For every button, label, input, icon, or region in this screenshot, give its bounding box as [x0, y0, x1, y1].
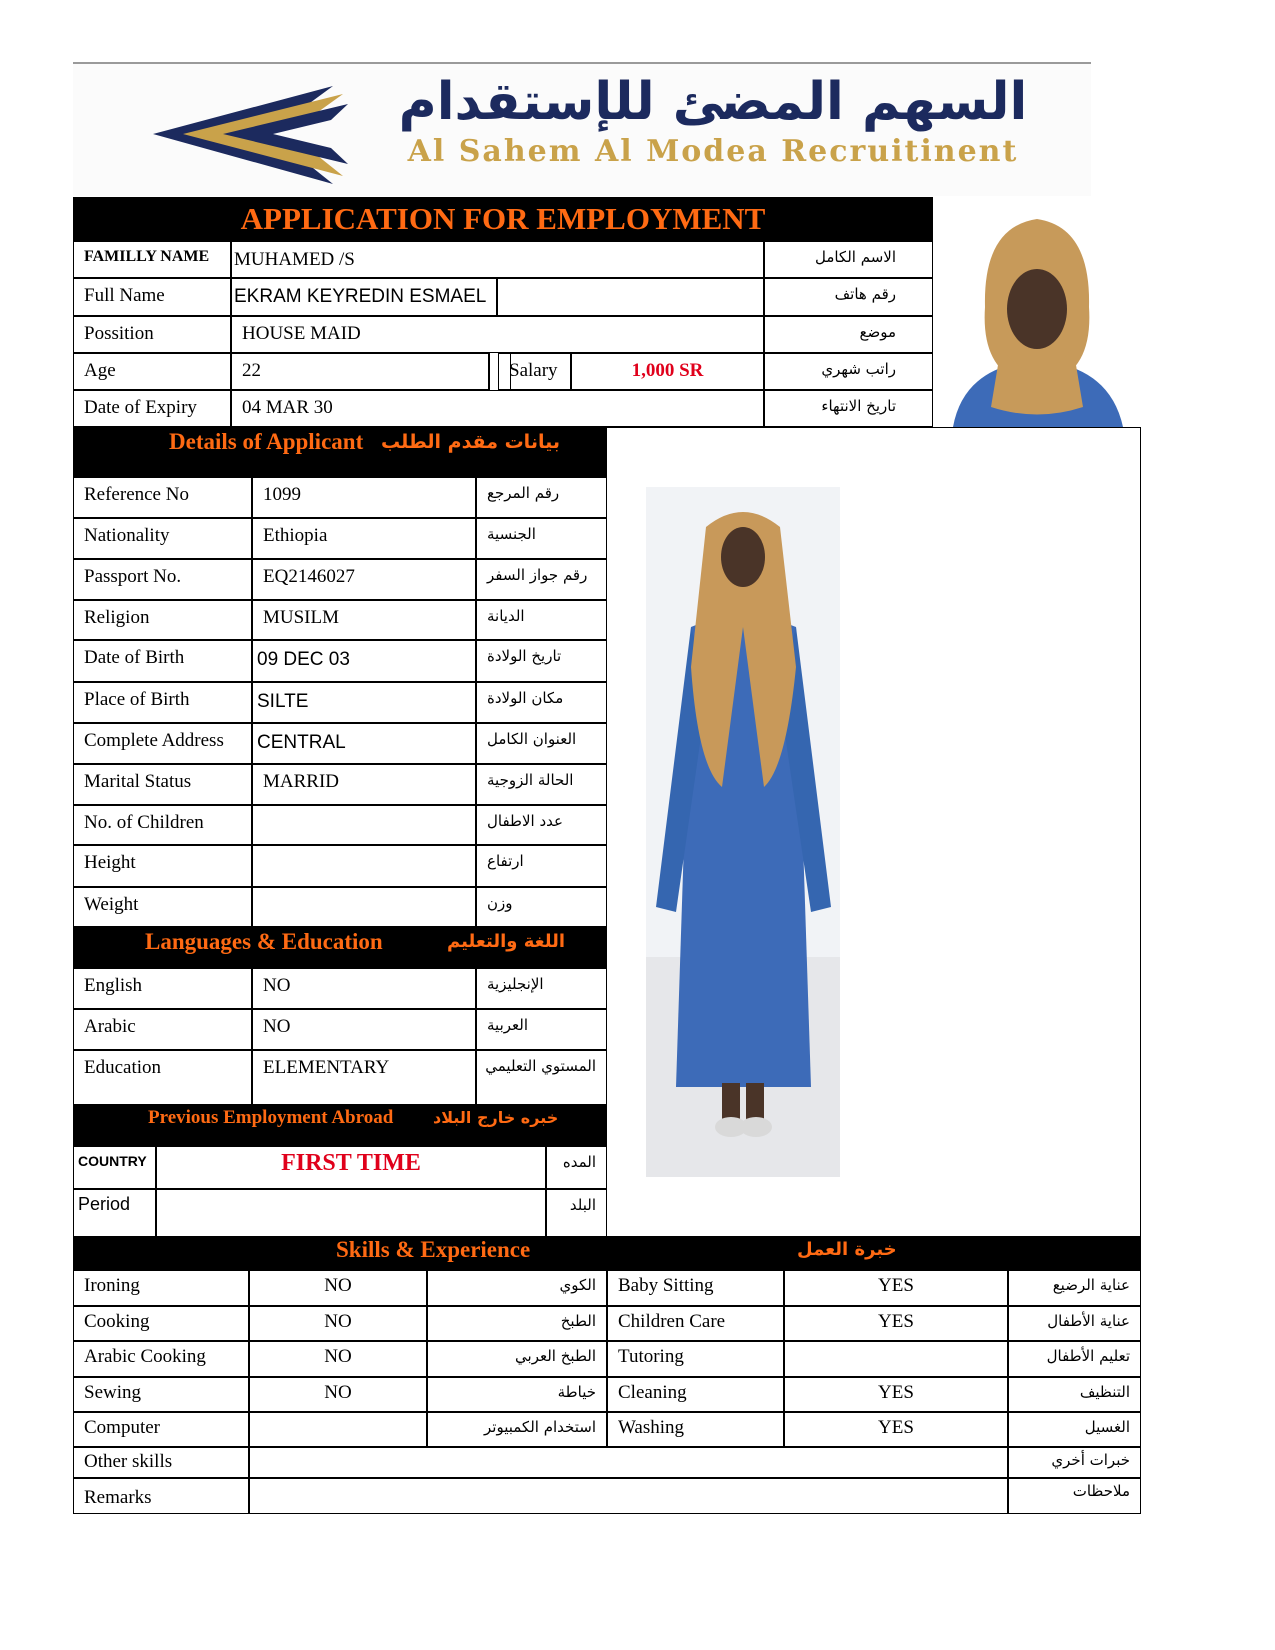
language-row-value: NO — [252, 968, 476, 1009]
skills-heading-ar: خبرة العمل — [797, 1239, 897, 1260]
skill-value: YES — [784, 1306, 1008, 1341]
details-row-value: MUSILM — [252, 600, 476, 640]
skill-arabic: الطبخ — [427, 1306, 607, 1341]
language-row-arabic: المستوي التعليمي — [476, 1050, 607, 1105]
country-arabic: المده — [546, 1146, 607, 1189]
details-row-label: Religion — [73, 600, 252, 640]
skill-value: NO — [249, 1341, 427, 1377]
details-row-label: Passport No. — [73, 559, 252, 600]
skills-heading — [73, 1237, 1141, 1270]
other-skills-value — [249, 1447, 1008, 1478]
details-row-value — [252, 845, 476, 887]
other-skills-label: Other skills — [73, 1447, 249, 1478]
salary-arabic: راتب شهري — [764, 353, 933, 390]
details-row-value: 1099 — [252, 477, 476, 518]
expiry-value: 04 MAR 30 — [231, 390, 764, 427]
family-name-arabic: الاسم الكامل — [764, 241, 933, 278]
skill-arabic: الغسيل — [1008, 1412, 1141, 1447]
full-body-photo — [646, 487, 840, 1177]
details-row-arabic: العنوان الكامل — [476, 723, 607, 764]
details-row-value: 09 DEC 03 — [252, 640, 476, 682]
skill-arabic: تعليم الأطفال — [1008, 1341, 1141, 1377]
skill-arabic: التنظيف — [1008, 1377, 1141, 1412]
remarks-arabic: ملاحظات — [1008, 1478, 1141, 1514]
logo-english-text: Al Sahem Al Modea Recruitinent — [407, 134, 1019, 169]
skill-label: Baby Sitting — [607, 1270, 784, 1306]
skill-label: Ironing — [73, 1270, 249, 1306]
skill-value: YES — [784, 1377, 1008, 1412]
details-row-value: Ethiopia — [252, 518, 476, 559]
skill-label: Washing — [607, 1412, 784, 1447]
previous-heading-ar: خبره خارج البلاد — [433, 1108, 559, 1127]
details-row-label: Weight — [73, 887, 252, 927]
skill-label: Cleaning — [607, 1377, 784, 1412]
country-label: COUNTRY — [73, 1146, 156, 1189]
details-row-value — [252, 887, 476, 927]
details-row-arabic: مكان الولادة — [476, 682, 607, 723]
details-row-label: Reference No — [73, 477, 252, 518]
details-row-arabic: تاريخ الولادة — [476, 640, 607, 682]
details-heading-ar: بيانات مقدم الطلب — [381, 431, 560, 453]
details-heading — [73, 427, 607, 477]
skill-value: YES — [784, 1270, 1008, 1306]
language-row-value: NO — [252, 1009, 476, 1050]
details-row-label: Height — [73, 845, 252, 887]
logo-banner — [73, 62, 1091, 196]
details-row-label: Place of Birth — [73, 682, 252, 723]
logo-arabic-text: السهم المضئ للإستقدام — [398, 72, 1028, 132]
details-row-label: Date of Birth — [73, 640, 252, 682]
details-row-arabic: الجنسية — [476, 518, 607, 559]
details-row-arabic: الحالة الزوجية — [476, 764, 607, 805]
skill-label: Cooking — [73, 1306, 249, 1341]
details-row-arabic: وزن — [476, 887, 607, 927]
skill-arabic: عناية الرضيع — [1008, 1270, 1141, 1306]
details-row-arabic: عدد الاطفال — [476, 805, 607, 845]
details-row-arabic: ارتفاع — [476, 845, 607, 887]
skill-arabic: عناية الأطفال — [1008, 1306, 1141, 1341]
languages-heading — [73, 927, 607, 968]
age-value: 22 — [231, 353, 489, 390]
period-arabic: البلد — [546, 1189, 607, 1237]
family-name-value: MUHAMED /S — [231, 241, 764, 278]
salary-label: Salary — [498, 353, 571, 390]
details-row-label: No. of Children — [73, 805, 252, 845]
details-row-value: EQ2146027 — [252, 559, 476, 600]
full-name-value: EKRAM KEYREDIN ESMAEL — [231, 278, 497, 316]
remarks-value — [249, 1478, 1008, 1514]
details-row-value: CENTRAL — [252, 723, 476, 764]
period-value — [156, 1189, 546, 1237]
page-title: APPLICATION FOR EMPLOYMENT — [73, 197, 933, 241]
country-value: FIRST TIME — [156, 1146, 546, 1189]
language-row-label: Education — [73, 1050, 252, 1105]
previous-heading — [73, 1105, 607, 1146]
skill-value — [249, 1412, 427, 1447]
language-row-value: ELEMENTARY — [252, 1050, 476, 1105]
salary-value: 1,000 SR — [571, 353, 764, 390]
position-label: Possition — [73, 316, 231, 353]
phone-arabic: رقم هاتف — [764, 278, 933, 316]
full-name-blank — [497, 278, 764, 316]
skill-value: NO — [249, 1270, 427, 1306]
skill-label: Arabic Cooking — [73, 1341, 249, 1377]
skill-value: NO — [249, 1306, 427, 1341]
remarks-label: Remarks — [73, 1478, 249, 1514]
details-row-arabic: الديانة — [476, 600, 607, 640]
details-row-value: SILTE — [252, 682, 476, 723]
language-row-label: Arabic — [73, 1009, 252, 1050]
details-heading-en: Details of Applicant — [169, 429, 364, 454]
skill-value — [784, 1341, 1008, 1377]
skill-arabic: الطبخ العربي — [427, 1341, 607, 1377]
position-arabic: موضع — [764, 316, 933, 353]
details-row-label: Complete Address — [73, 723, 252, 764]
skill-value: YES — [784, 1412, 1008, 1447]
arrow-logo-icon — [143, 64, 363, 196]
period-label: Period — [73, 1189, 156, 1237]
language-row-arabic: الإنجليزية — [476, 968, 607, 1009]
skill-arabic: خياطة — [427, 1377, 607, 1412]
other-skills-arabic: خبرات أخري — [1008, 1447, 1141, 1478]
details-row-arabic: رقم جواز السفر — [476, 559, 607, 600]
details-row-arabic: رقم المرجع — [476, 477, 607, 518]
skill-label: Sewing — [73, 1377, 249, 1412]
age-label: Age — [73, 353, 231, 390]
previous-heading-en: Previous Employment Abroad — [148, 1107, 394, 1128]
details-row-value — [252, 805, 476, 845]
languages-heading-en: Languages & Education — [145, 929, 383, 954]
expiry-label: Date of Expiry — [73, 390, 231, 427]
position-value: HOUSE MAID — [231, 316, 764, 353]
skill-arabic: الكوي — [427, 1270, 607, 1306]
languages-heading-ar: اللغة والتعليم — [447, 931, 566, 952]
language-row-label: English — [73, 968, 252, 1009]
skill-label: Children Care — [607, 1306, 784, 1341]
skill-label: Computer — [73, 1412, 249, 1447]
full-name-label: Full Name — [73, 278, 231, 316]
skill-label: Tutoring — [607, 1341, 784, 1377]
skill-value: NO — [249, 1377, 427, 1412]
passport-photo — [933, 197, 1141, 427]
details-row-value: MARRID — [252, 764, 476, 805]
language-row-arabic: العربية — [476, 1009, 607, 1050]
expiry-arabic: تاريخ الانتهاء — [764, 390, 933, 427]
skills-heading-en: Skills & Experience — [336, 1237, 531, 1262]
skill-arabic: استخدام الكمبيوتر — [427, 1412, 607, 1447]
details-row-label: Marital Status — [73, 764, 252, 805]
family-name-label: FAMILLY NAME — [73, 241, 231, 278]
details-row-label: Nationality — [73, 518, 252, 559]
